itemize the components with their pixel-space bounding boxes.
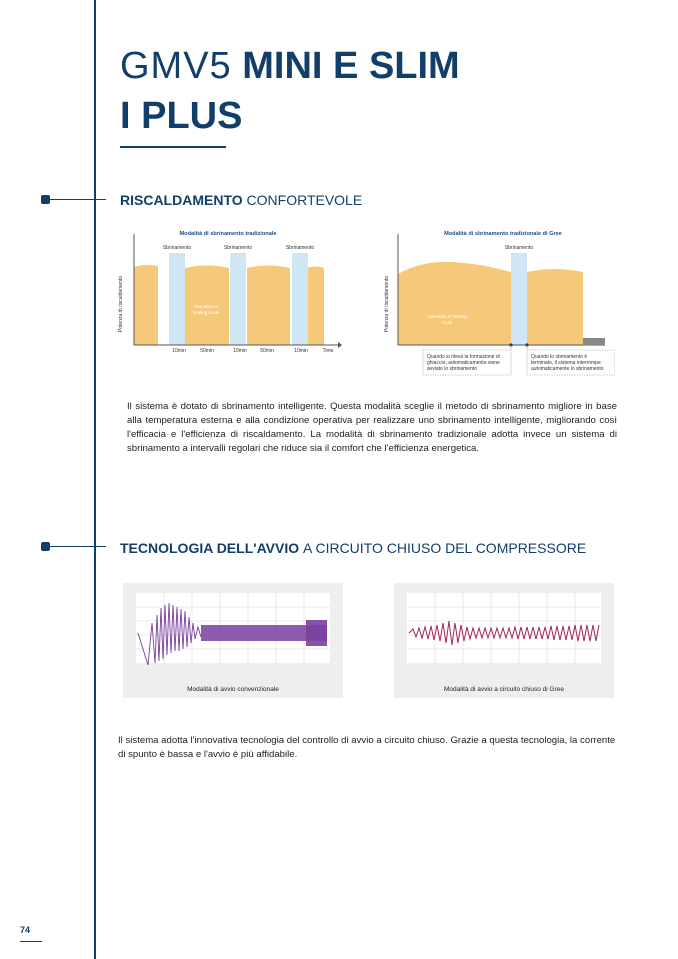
- defrost-label: Sbrinamento: [223, 245, 253, 251]
- waveform-panel-gree: [394, 583, 614, 698]
- note-left-line: avviato lo sbrinamento: [427, 366, 478, 372]
- chart-gree-defrost: [383, 226, 615, 376]
- heating-area: [398, 262, 511, 345]
- waveform-gree: [407, 593, 601, 678]
- section-heading-startup: [120, 540, 586, 556]
- section-heading-bold: RISCALDAMENTO: [120, 192, 243, 208]
- heating-area: [527, 269, 583, 345]
- waveform-tail-band: [306, 620, 327, 646]
- page-number: 74: [20, 925, 31, 935]
- section-marker-line: [48, 199, 106, 200]
- x-tick: 10min: [172, 348, 186, 354]
- chart-title: Modalità di sbrinamento tradizionale: [179, 231, 277, 237]
- section1-paragraph: Il sistema è dotato di sbrinamento intelligente. Questa modalità sceglie il metodo di sbrinamento migliore in base alla temperatura esterna e alla condizione operativa per realizzare uno sbrinamento intelligente, migliorando così l'efficacia e l'efficienza di riscaldamento. La modalità di sbrinamento tradizionale adotta invece un sistema di sbrinamento a intervalli regolari che riduce sia il comfort che l'efficienza energetica.: [127, 401, 617, 454]
- chart-ylabel: Potenza di riscaldamento: [118, 275, 124, 333]
- defrost-bar: [230, 253, 246, 345]
- chart-title: Modalità di sbrinamento tradizionale di Gree: [444, 231, 562, 237]
- heating-mode-label: Operation in heating: [427, 314, 467, 319]
- defrost-label: Sbrinamento: [504, 245, 534, 251]
- section-heading-regular: A CIRCUITO CHIUSO DEL COMPRESSORE: [303, 540, 587, 556]
- note-right-line: terminato, il sistema interrompe: [531, 360, 601, 366]
- page-title: [120, 44, 460, 88]
- waveform-conventional: [136, 593, 330, 678]
- waveform-panel-conventional: [123, 583, 343, 698]
- panel-caption: Modalità di avvio convenzionale: [187, 686, 279, 693]
- x-tick: 50min: [200, 348, 214, 354]
- note-right-line: Quando lo sbrinamento è: [531, 354, 588, 360]
- x-tick: Time: [322, 348, 334, 354]
- defrost-bar: [511, 253, 527, 345]
- heating-area: [307, 267, 324, 346]
- chart-ylabel: Potenza di riscaldamento: [384, 275, 390, 333]
- defrost-bar: [292, 253, 308, 345]
- page-title-line2: I PLUS: [120, 95, 243, 137]
- title-series: MINI E SLIM: [242, 45, 460, 87]
- heating-mode-label: heating mode: [192, 310, 220, 315]
- heating-area: [134, 265, 158, 345]
- heating-area: [247, 266, 290, 346]
- x-axis-end: [583, 338, 605, 345]
- x-axis-arrow: [338, 342, 342, 348]
- section-marker-line: [48, 546, 106, 547]
- heating-mode-label: mode: [441, 320, 453, 325]
- panel-caption: Modalità di avvio a circuito chiuso di Gree: [444, 686, 564, 693]
- x-tick: 50min: [260, 348, 274, 354]
- defrost-bar: [169, 253, 185, 345]
- section-heading-bold: TECNOLOGIA DELL'AVVIO: [120, 540, 300, 556]
- heating-mode-label: Operation in: [194, 304, 218, 309]
- section-heading-regular: CONFORTEVOLE: [246, 192, 363, 208]
- x-tick: 10min: [233, 348, 247, 354]
- note-left-line: ghiaccio, automaticamente viene: [427, 360, 500, 366]
- note-left-line: Quando si rileva la formazione di: [427, 354, 500, 360]
- section2-paragraph: Il sistema adotta l'innovativa tecnologia del controllo di avvio a circuito chiuso. Grazie a questa tecnologia, la corrente di spunto è bassa e l'avvio è più affidabile.: [118, 735, 616, 760]
- note-right-line: automaticamente lo sbrinamento: [531, 366, 604, 372]
- title-model: GMV5: [120, 45, 232, 87]
- x-tick: 10min: [294, 348, 308, 354]
- title-underline: [120, 146, 226, 148]
- defrost-label: Sbrinamento: [162, 245, 192, 251]
- chart-traditional-defrost: [116, 226, 342, 356]
- section-heading-heating: [120, 192, 362, 208]
- page-number-underline: [20, 941, 42, 942]
- defrost-label: Sbrinamento: [285, 245, 315, 251]
- vertical-rule: [94, 0, 96, 959]
